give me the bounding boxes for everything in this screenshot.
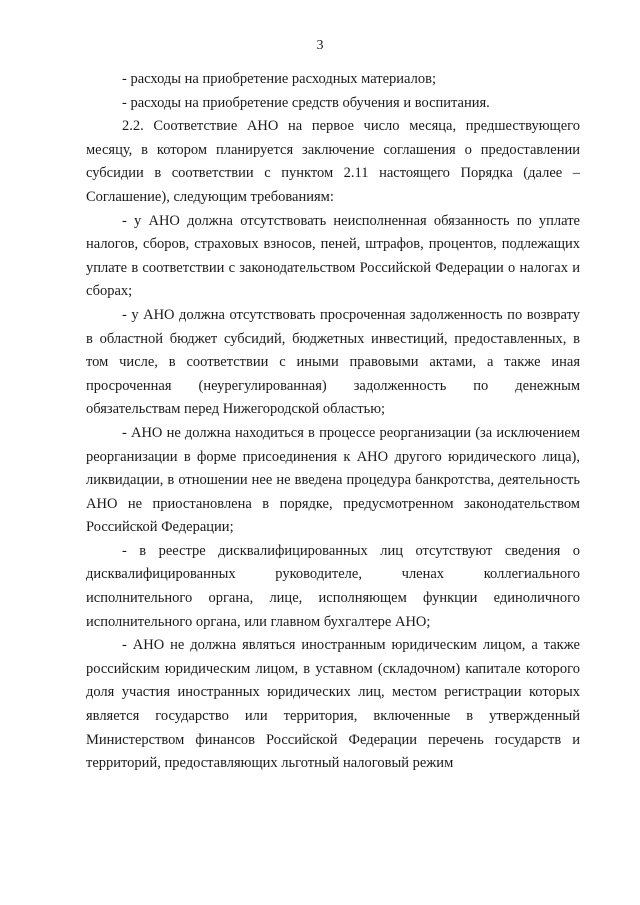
- paragraph-requirement-disqualified: - в реестре дисквалифицированных лиц отсутствуют сведения о дисквалифицированных руководителе, членах коллегиального исполнительного органа, лице, исполняющем функции единоличного исполнительного органа, или главном бухгалтере АНО;: [86, 542, 580, 630]
- page-number: 3: [316, 38, 324, 53]
- paragraph-expense-consumables: - расходы на приобретение расходных материалов;: [122, 71, 436, 87]
- paragraph-requirement-foreign-entity: - АНО не должна являться иностранным юридическим лицом, а также российским юридическим лицом, в уставном (складочном) капитале которого доля участия иностранных юридических лиц, местом регистрации которых является государство или территория, включенные в утвержденный Министерством финансов Российской Федерации перечень государств и территорий, предоставляющих льготный налоговый режим: [86, 637, 580, 772]
- paragraph-requirement-reorganization: - АНО не должна находиться в процессе реорганизации (за исключением реорганизации в форме присоединения к АНО другого юридического лица), ликвидации, в отношении нее не введена процедура банкротства, деятельность АНО не приостановлена в порядке, предусмотренном законодательством Российской Федерации;: [86, 424, 580, 536]
- paragraph-section-2-2: 2.2. Соответствие АНО на первое число месяца, предшествующего месяцу, в котором планируется заключение соглашения о предоставлении субсидии в соответствии с пунктом 2.11 настоящего Порядка (далее – Соглашение), следующим требованиям:: [86, 118, 580, 205]
- paragraph-expense-teaching-aids: - расходы на приобретение средств обучения и воспитания.: [122, 94, 490, 111]
- paragraph-requirement-taxes: - у АНО должна отсутствовать неисполненная обязанность по уплате налогов, сборов, страховых взносов, пеней, штрафов, процентов, подлежащих уплате в соответствии с законодательством Российской Федерации о налогах и сборах;: [86, 212, 580, 300]
- document-body: [86, 68, 580, 776]
- paragraph-requirement-budget-debt: - у АНО должна отсутствовать просроченная задолженность по возврату в областной бюджет субсидий, бюджетных инвестиций, предоставленных, в том числе, в соответствии с иными правовыми актами, а также иная просроченная (неурегулированная) задолженность по денежным обязательствам перед Нижегородской областью;: [86, 306, 580, 418]
